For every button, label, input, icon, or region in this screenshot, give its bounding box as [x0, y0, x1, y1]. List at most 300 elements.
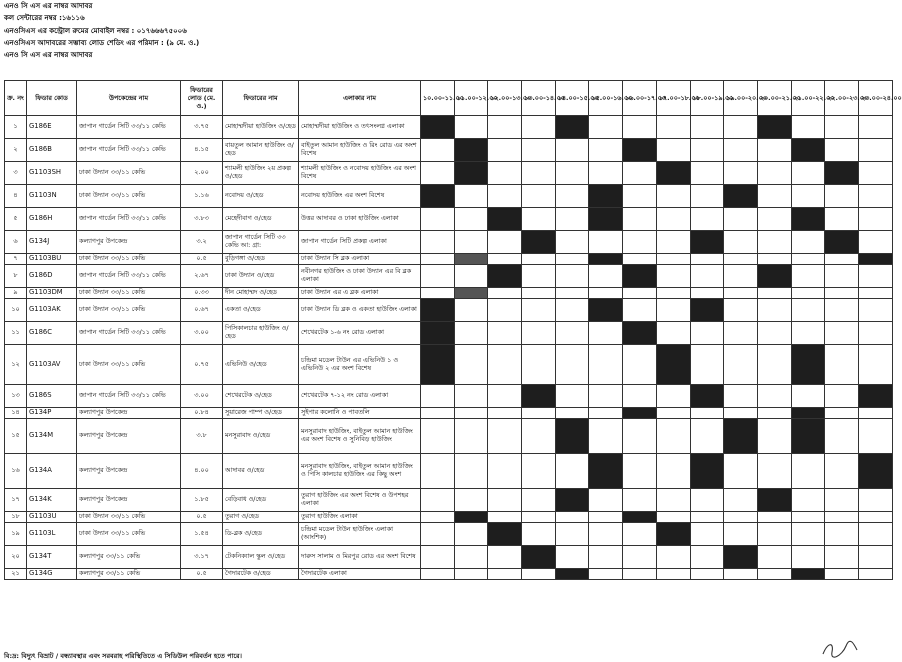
cell-substation: কল্যাণপুর ৩৩/১১ কেভি	[77, 569, 181, 580]
cell-feeder-code: G134T	[27, 546, 77, 569]
slot-cell	[757, 231, 791, 254]
cell-feeder-name: সুয়ারেজ পাম্প ও/হেড	[223, 408, 299, 419]
slot-cell	[454, 523, 488, 546]
slot-cell-shedding	[589, 208, 623, 231]
cell-substation: কল্যাণপুর উপকেন্দ্র	[77, 231, 181, 254]
cell-sl: ১৪	[5, 408, 27, 419]
slot-cell	[858, 162, 892, 185]
cell-substation: জাপান গার্ডেন সিটি ৩৩/১১ কেভি	[77, 139, 181, 162]
slot-cell	[522, 322, 556, 345]
slot-cell	[623, 419, 657, 454]
slot-cell	[589, 288, 623, 299]
slot-cell	[454, 116, 488, 139]
slot-cell	[522, 208, 556, 231]
slot-cell	[623, 454, 657, 489]
slot-cell	[724, 139, 758, 162]
slot-cell	[791, 512, 825, 523]
slot-cell-shedding	[555, 569, 589, 580]
cell-feeder-code: G134A	[27, 454, 77, 489]
slot-cell-shedding	[555, 116, 589, 139]
cell-area: নবোদয় হাউজিং এর অংশ বিশেষ	[299, 185, 421, 208]
cell-sl: ১৮	[5, 512, 27, 523]
cell-feeder-name: গৈদারটেক ও/হেড	[223, 569, 299, 580]
cell-feeder-code: G134M	[27, 419, 77, 454]
slot-cell	[522, 254, 556, 265]
slot-cell-shedding	[724, 185, 758, 208]
slot-cell	[555, 523, 589, 546]
slot-cell	[555, 385, 589, 408]
slot-cell	[791, 265, 825, 288]
cell-load: ৩.১৭	[181, 546, 223, 569]
slot-cell-shedding	[791, 419, 825, 454]
slot-cell-shedding	[589, 299, 623, 322]
table-row	[5, 116, 893, 139]
cell-sl: ১১	[5, 322, 27, 345]
slot-cell	[454, 385, 488, 408]
slot-cell-shedding	[454, 254, 488, 265]
slot-cell	[488, 385, 522, 408]
slot-cell	[488, 139, 522, 162]
slot-cell	[656, 139, 690, 162]
slot-cell	[858, 299, 892, 322]
slot-cell	[690, 288, 724, 299]
slot-cell	[488, 185, 522, 208]
table-row	[5, 254, 893, 265]
slot-cell	[757, 185, 791, 208]
slot-cell-shedding	[690, 454, 724, 489]
slot-cell-shedding	[522, 546, 556, 569]
slot-cell	[724, 208, 758, 231]
table-row	[5, 265, 893, 288]
slot-cell	[656, 299, 690, 322]
slot-cell	[724, 322, 758, 345]
cell-feeder-name: মেহেদীবাগ ও/হেড	[223, 208, 299, 231]
slot-cell	[757, 254, 791, 265]
slot-cell-shedding	[791, 345, 825, 385]
cell-feeder-name: বুড়িগঙ্গা ও/হেড	[223, 254, 299, 265]
slot-cell-shedding	[421, 116, 455, 139]
slot-cell	[724, 231, 758, 254]
cell-sl: ৮	[5, 265, 27, 288]
cell-sl: ৫	[5, 208, 27, 231]
slot-cell-shedding	[690, 385, 724, 408]
slot-cell	[757, 546, 791, 569]
slot-cell	[421, 288, 455, 299]
slot-cell	[522, 288, 556, 299]
slot-cell	[421, 265, 455, 288]
cell-feeder-code: G134K	[27, 489, 77, 512]
slot-cell	[555, 546, 589, 569]
cell-feeder-name: মনসুরাবাদ ও/হেড	[223, 419, 299, 454]
slot-cell	[858, 408, 892, 419]
slot-cell	[656, 288, 690, 299]
cell-substation: কল্যাণপুর ৩৩/১১ কেভি	[77, 546, 181, 569]
slot-cell	[589, 116, 623, 139]
slot-cell	[724, 489, 758, 512]
slot-cell	[589, 345, 623, 385]
cell-substation: কল্যাণপুর উপকেন্দ্র	[77, 489, 181, 512]
slot-cell-shedding	[825, 162, 859, 185]
slot-cell	[488, 546, 522, 569]
slot-cell	[656, 208, 690, 231]
table-row	[5, 231, 893, 254]
cell-substation: ঢাকা উদ্যান ৩৩/১১ কেভি	[77, 345, 181, 385]
slot-cell	[522, 408, 556, 419]
slot-cell	[623, 489, 657, 512]
slot-cell	[724, 408, 758, 419]
cell-substation: কল্যাণপুর উপকেন্দ্র	[77, 408, 181, 419]
slot-cell	[757, 322, 791, 345]
cell-feeder-name: বায়তুল আমান হাউজিং ও/হেড	[223, 139, 299, 162]
slot-cell-shedding	[454, 139, 488, 162]
load-shedding-table	[4, 80, 902, 580]
slot-cell	[589, 419, 623, 454]
slot-cell	[724, 523, 758, 546]
cell-substation: ঢাকা উদ্যান ৩৩/১১ কেভি	[77, 254, 181, 265]
slot-cell-shedding	[791, 569, 825, 580]
slot-cell	[488, 288, 522, 299]
cell-sl: ১৯	[5, 523, 27, 546]
slot-cell	[656, 546, 690, 569]
cell-load: ৪.১৫	[181, 139, 223, 162]
cell-feeder-code: G134G	[27, 569, 77, 580]
col-header-slot: ১০.০০-১১.০০	[421, 81, 455, 116]
slot-cell-shedding	[623, 512, 657, 523]
slot-cell	[858, 569, 892, 580]
cell-feeder-code: G186C	[27, 322, 77, 345]
slot-cell	[724, 116, 758, 139]
slot-cell	[656, 419, 690, 454]
table-row	[5, 345, 893, 385]
slot-cell	[656, 489, 690, 512]
slot-cell	[522, 185, 556, 208]
slot-cell	[825, 523, 859, 546]
cell-feeder-code: G134J	[27, 231, 77, 254]
cell-substation: জাপান গার্ডেন সিটি ৩৩/১১ কেভি	[77, 385, 181, 408]
slot-cell	[656, 185, 690, 208]
slot-cell	[825, 254, 859, 265]
slot-cell	[690, 489, 724, 512]
slot-cell	[421, 454, 455, 489]
col-header-slot: ১৭.০০-১৮.০০	[656, 81, 690, 116]
slot-cell-shedding	[421, 185, 455, 208]
slot-cell	[825, 322, 859, 345]
slot-cell	[690, 408, 724, 419]
slot-cell-shedding	[623, 139, 657, 162]
slot-cell	[656, 408, 690, 419]
cell-area: গৈদারটেক এলাকা	[299, 569, 421, 580]
col-header-slot: ২১.০০-২২.০০	[791, 81, 825, 116]
table-row	[5, 185, 893, 208]
slot-cell	[421, 254, 455, 265]
slot-cell	[522, 116, 556, 139]
slot-cell	[825, 569, 859, 580]
table-row	[5, 419, 893, 454]
cell-feeder-name: পিসিকালচার হাউজিং ও/হেড	[223, 322, 299, 345]
slot-cell	[724, 569, 758, 580]
slot-cell	[724, 288, 758, 299]
slot-cell-shedding	[656, 523, 690, 546]
slot-cell-shedding	[421, 299, 455, 322]
slot-cell-shedding	[522, 385, 556, 408]
cell-substation: জাপান গার্ডেন সিটি ৩৩/১১ কেভি	[77, 322, 181, 345]
col-header-sl: ক্র. নং	[5, 81, 27, 116]
cell-feeder-name: তুরাগ ও/হেড	[223, 512, 299, 523]
slot-cell	[791, 254, 825, 265]
slot-cell	[690, 546, 724, 569]
slot-cell	[589, 162, 623, 185]
slot-cell	[690, 523, 724, 546]
header-line: এনও সি এস এর নাম্বর আদাবর	[4, 51, 93, 60]
slot-cell	[757, 569, 791, 580]
cell-sl: ২১	[5, 569, 27, 580]
slot-cell-shedding	[623, 322, 657, 345]
slot-cell	[724, 512, 758, 523]
slot-cell	[623, 569, 657, 580]
slot-cell	[555, 208, 589, 231]
slot-cell	[656, 512, 690, 523]
slot-cell	[858, 546, 892, 569]
col-header-load: ফিডারের লোড (মে. ও.)	[181, 81, 223, 116]
cell-area: শ্যামলী হাউজিং ও নবোদয় হাউজিং এর অংশ বিশেষ	[299, 162, 421, 185]
cell-load: ১.১৬	[181, 185, 223, 208]
cell-feeder-code: G186S	[27, 385, 77, 408]
cell-area: তুরাগ হাউজিং এর অংশ বিশেষ ও উপশহর এলাকা	[299, 489, 421, 512]
slot-cell	[690, 265, 724, 288]
slot-cell	[454, 185, 488, 208]
slot-cell	[825, 139, 859, 162]
slot-cell	[656, 254, 690, 265]
slot-cell	[791, 299, 825, 322]
slot-cell	[623, 162, 657, 185]
cell-area: ঢাকা উদ্যান সি ব্লক এলাকা	[299, 254, 421, 265]
cell-feeder-code: G1103U	[27, 512, 77, 523]
slot-cell	[623, 185, 657, 208]
slot-cell	[421, 523, 455, 546]
slot-cell	[791, 116, 825, 139]
slot-cell-shedding	[858, 454, 892, 489]
cell-sl: ১৬	[5, 454, 27, 489]
cell-sl: ৬	[5, 231, 27, 254]
col-header-area: এলাকার নাম	[299, 81, 421, 116]
header-line: কল সেন্টারের নম্বর :১৬১১৬	[4, 14, 85, 23]
cell-feeder-name: মোহাম্মদীয়া হাউজিং ও/হেড	[223, 116, 299, 139]
slot-cell	[589, 139, 623, 162]
slot-cell	[555, 254, 589, 265]
cell-area: বাইতুল আমান হাউজিং ও রিং রোড এর অংশ বিশেষ	[299, 139, 421, 162]
slot-cell	[858, 265, 892, 288]
cell-feeder-code: G186D	[27, 265, 77, 288]
slot-cell	[690, 569, 724, 580]
table-row	[5, 454, 893, 489]
slot-cell	[589, 523, 623, 546]
cell-area: মনসুরাবাদ হাউজিং, বাইতুল আমান হাউজিং এর অংশ বিশেষ ও সুনিবিড় হাউজিং	[299, 419, 421, 454]
slot-cell	[825, 116, 859, 139]
slot-cell	[858, 116, 892, 139]
cell-area: তুরাগ হাউজিং এলাকা	[299, 512, 421, 523]
slot-cell-shedding	[690, 231, 724, 254]
slot-cell	[589, 322, 623, 345]
slot-cell	[589, 385, 623, 408]
slot-cell-shedding	[623, 265, 657, 288]
slot-cell	[555, 408, 589, 419]
cell-substation: জাপান গার্ডেন সিটি ৩৩/১১ কেভি	[77, 265, 181, 288]
slot-cell	[825, 512, 859, 523]
slot-cell-shedding	[421, 345, 455, 385]
slot-cell	[656, 454, 690, 489]
slot-cell	[421, 139, 455, 162]
slot-cell	[825, 345, 859, 385]
col-header-substation: উপকেন্দ্রের নাম	[77, 81, 181, 116]
cell-load: ০.৫	[181, 512, 223, 523]
cell-feeder-code: G1103N	[27, 185, 77, 208]
cell-area: সুইপার কলোনি ও পাবতলি	[299, 408, 421, 419]
slot-cell	[858, 523, 892, 546]
slot-cell	[488, 231, 522, 254]
cell-feeder-name: শ্যামলী হাউজিং ২য় প্রকল্প ও/হেড	[223, 162, 299, 185]
slot-cell	[522, 489, 556, 512]
cell-substation: ঢাকা উদ্যান ৩৩/১১ কেভি	[77, 162, 181, 185]
slot-cell-shedding	[858, 254, 892, 265]
slot-cell	[589, 569, 623, 580]
cell-sl: ১৩	[5, 385, 27, 408]
slot-cell	[690, 512, 724, 523]
slot-cell	[791, 385, 825, 408]
slot-cell	[791, 454, 825, 489]
slot-cell	[421, 408, 455, 419]
slot-cell-shedding	[757, 489, 791, 512]
slot-cell	[791, 489, 825, 512]
slot-cell	[656, 569, 690, 580]
cell-feeder-name: জাপান গার্ডেন সিটি ৩৩ কেভি আ: গ্রা:	[223, 231, 299, 254]
slot-cell	[791, 288, 825, 299]
header-line: এনওসিএস আদাবরের সম্ভাব্য লোড শেডিং এর পরিমান : (৯ মে. ও.)	[4, 38, 200, 47]
slot-cell	[454, 345, 488, 385]
slot-cell	[421, 512, 455, 523]
slot-cell	[858, 345, 892, 385]
cell-load: ২.০০	[181, 162, 223, 185]
slot-cell-shedding	[656, 162, 690, 185]
slot-cell	[488, 419, 522, 454]
table-body	[5, 116, 893, 580]
cell-substation: ঢাকা উদ্যান ৩৩/১১ কেভি	[77, 288, 181, 299]
slot-cell	[488, 569, 522, 580]
slot-cell	[488, 162, 522, 185]
cell-substation: ঢাকা উদ্যান ৩৩/১১ কেভি	[77, 185, 181, 208]
col-header-slot: ২২.০০-২৩.০০	[825, 81, 859, 116]
col-header-slot: ১১.০০-১২.০০	[454, 81, 488, 116]
slot-cell	[623, 523, 657, 546]
cell-substation: জাপান গার্ডেন সিটি ৩৩/১১ কেভি	[77, 208, 181, 231]
slot-cell	[757, 408, 791, 419]
slot-cell	[555, 231, 589, 254]
slot-cell	[858, 288, 892, 299]
cell-sl: ৭	[5, 254, 27, 265]
slot-cell-shedding	[555, 419, 589, 454]
slot-cell-shedding	[454, 288, 488, 299]
cell-load: ১.৫৪	[181, 523, 223, 546]
slot-cell	[757, 345, 791, 385]
cell-sl: ২০	[5, 546, 27, 569]
slot-cell	[488, 299, 522, 322]
col-header-feeder-name: ফিডারের নাম	[223, 81, 299, 116]
slot-cell	[421, 231, 455, 254]
slot-cell	[555, 454, 589, 489]
table-row	[5, 489, 893, 512]
slot-cell	[690, 162, 724, 185]
cell-feeder-code: G1103AK	[27, 299, 77, 322]
footer-note: বি:দ্র: বিদ্যুৎ বিভ্রাট / বন্ধ্যাবস্থার এবং সরবরাহ পরিস্থিতিতে এ সিডিউল পরিবর্তন হতে পারে।	[4, 652, 242, 660]
slot-cell	[488, 489, 522, 512]
slot-cell	[488, 116, 522, 139]
cell-substation: কল্যাণপুর উপকেন্দ্র	[77, 454, 181, 489]
cell-feeder-name: শেখেরটেক ও/হেড	[223, 385, 299, 408]
slot-cell-shedding	[488, 265, 522, 288]
cell-sl: ১২	[5, 345, 27, 385]
cell-area: শেখেরটেক ১-৬ নং রোড এলাকা	[299, 322, 421, 345]
slot-cell	[522, 454, 556, 489]
slot-cell	[690, 322, 724, 345]
table-row	[5, 322, 893, 345]
slot-cell	[623, 385, 657, 408]
slot-cell	[858, 512, 892, 523]
table-row	[5, 208, 893, 231]
slot-cell-shedding	[757, 116, 791, 139]
table-row	[5, 299, 893, 322]
slot-cell	[488, 512, 522, 523]
slot-cell	[421, 419, 455, 454]
slot-cell	[522, 512, 556, 523]
slot-cell	[522, 139, 556, 162]
cell-feeder-name: বেড়িবাধ ও/হেড	[223, 489, 299, 512]
header-line: এনও সি এস এর নাম্বর আদাবর	[4, 2, 93, 10]
cell-area: ঢাকা উদ্যান এর এ ব্লক এলাকা	[299, 288, 421, 299]
slot-cell	[488, 254, 522, 265]
cell-feeder-name: টেকনিক্যাল স্কুল ও/হেড	[223, 546, 299, 569]
slot-cell	[656, 385, 690, 408]
slot-cell	[589, 546, 623, 569]
slot-cell	[791, 523, 825, 546]
slot-cell	[724, 162, 758, 185]
cell-substation: ঢাকা উদ্যান ৩৩/১১ কেভি	[77, 299, 181, 322]
slot-cell	[555, 299, 589, 322]
slot-cell-shedding	[421, 322, 455, 345]
slot-cell-shedding	[791, 139, 825, 162]
slot-cell	[555, 322, 589, 345]
cell-substation: ঢাকা উদ্যান ৩৩/১১ কেভি	[77, 512, 181, 523]
slot-cell	[858, 208, 892, 231]
slot-cell-shedding	[791, 208, 825, 231]
slot-cell	[690, 419, 724, 454]
slot-cell	[454, 419, 488, 454]
slot-cell	[858, 322, 892, 345]
cell-area: শেখেরটেক ৭-১২ নং রোড এলাকা	[299, 385, 421, 408]
slot-cell	[454, 569, 488, 580]
slot-cell	[690, 208, 724, 231]
slot-cell-shedding	[656, 345, 690, 385]
slot-cell	[522, 569, 556, 580]
slot-cell	[656, 322, 690, 345]
slot-cell	[724, 345, 758, 385]
cell-load: ০.৩৩	[181, 288, 223, 299]
slot-cell	[623, 288, 657, 299]
slot-cell-shedding	[522, 231, 556, 254]
slot-cell	[589, 408, 623, 419]
header-line: এনওসিএস এর কন্ট্রোল রুমের মোবাইল নম্বর : ০১৭৬৬৬৭৫০০৬	[4, 26, 187, 35]
slot-cell	[825, 408, 859, 419]
slot-cell	[858, 489, 892, 512]
cell-feeder-code: G186E	[27, 116, 77, 139]
